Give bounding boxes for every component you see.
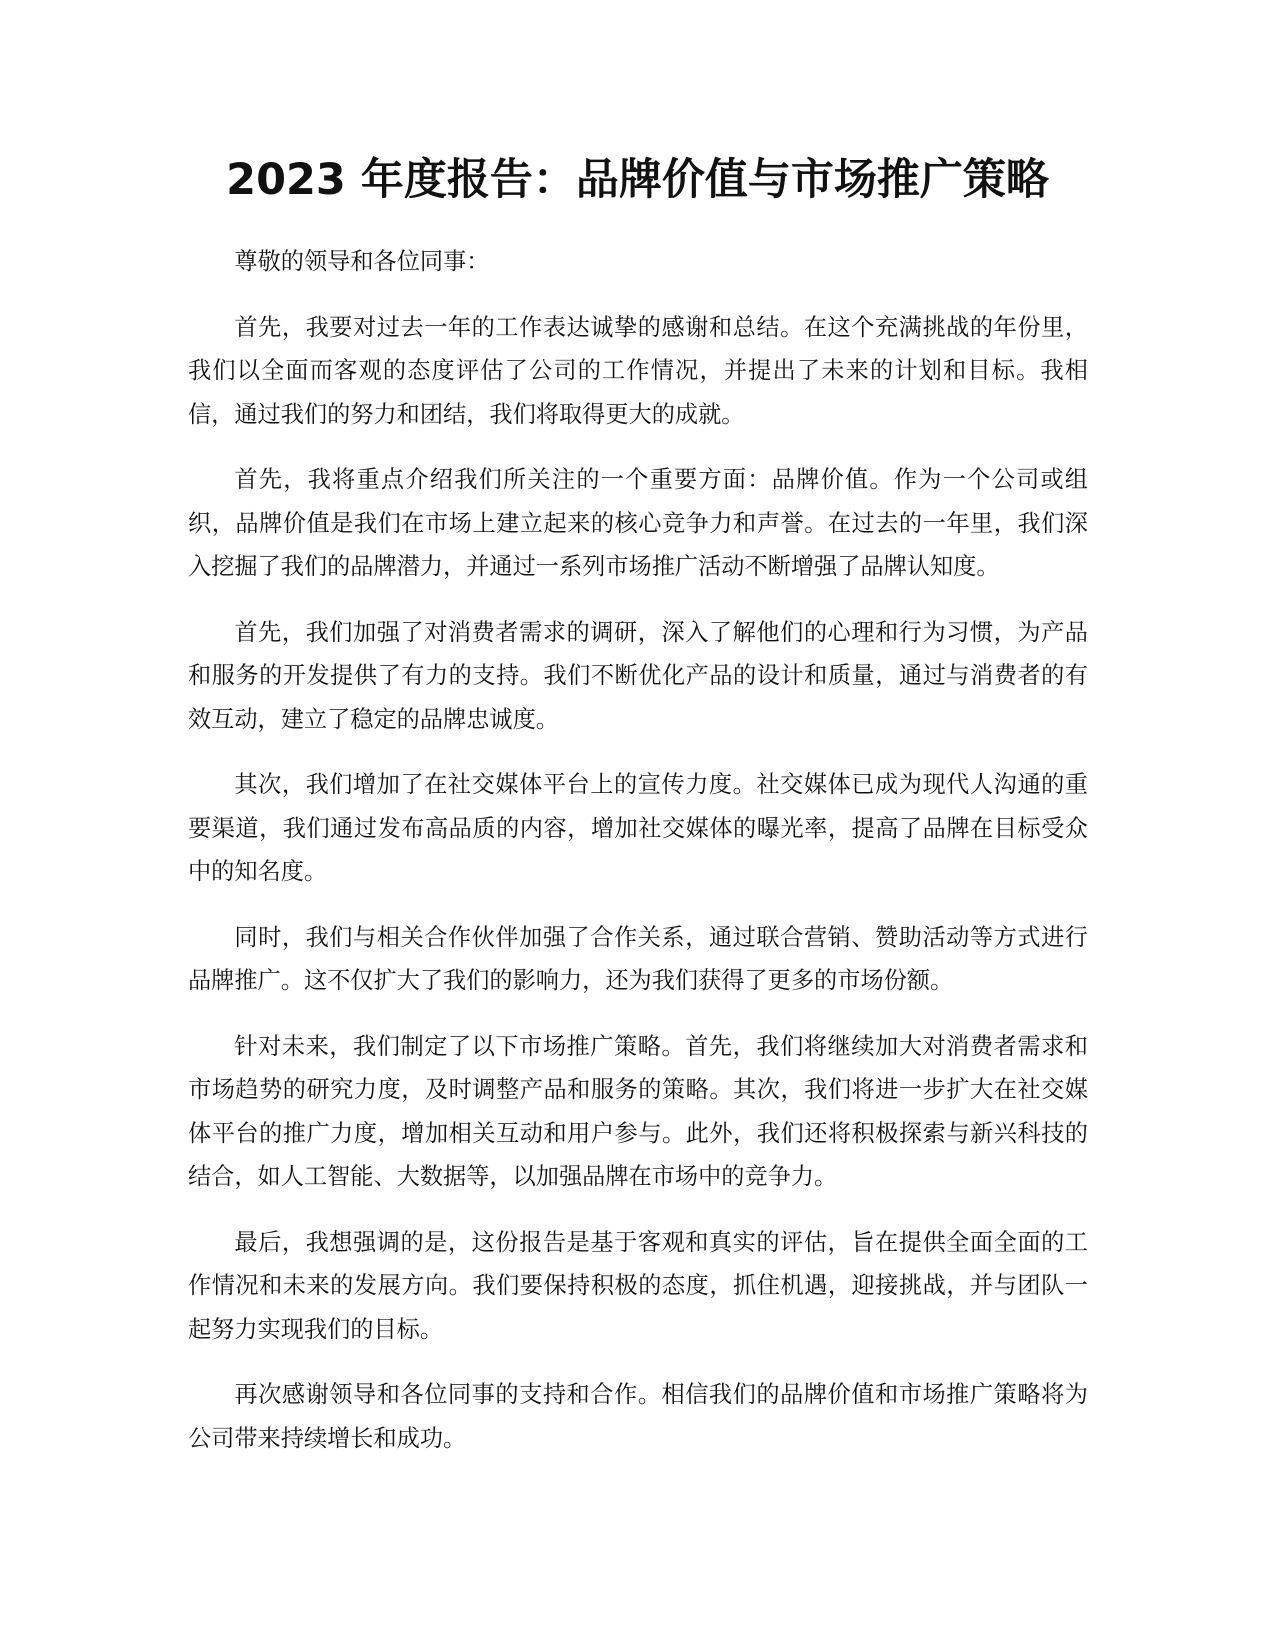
greeting: 尊敬的领导和各位同事： bbox=[234, 248, 490, 275]
document-title: 2023 年度报告：品牌价值与市场推广策略 bbox=[226, 155, 1049, 205]
document-body bbox=[188, 240, 1088, 1482]
paragraph-1: 首先，我要对过去一年的工作表达诚挚的感谢和总结。在这个充满挑战的年份里，我们以全面而客观的态度评估了公司的工作情况，并提出了未来的计划和目标。我相信，通过我们的努力和团结，我们将取得更大的成就。 bbox=[188, 313, 1088, 428]
paragraph-7: 最后，我想强调的是，这份报告是基于客观和真实的评估，旨在提供全面全面的工作情况和未来的发展方向。我们要保持积极的态度，抓住机遇，迎接挑战，并与团队一起努力实现我们的目标。 bbox=[188, 1228, 1088, 1343]
paragraph-8: 再次感谢领导和各位同事的支持和合作。相信我们的品牌价值和市场推广策略将为公司带来持续增长和成功。 bbox=[188, 1381, 1088, 1452]
paragraph-3: 首先，我们加强了对消费者需求的调研，深入了解他们的心理和行为习惯，为产品和服务的开发提供了有力的支持。我们不断优化产品的设计和质量，通过与消费者的有效互动，建立了稳定的品牌忠诚度。 bbox=[188, 618, 1088, 733]
paragraph-4: 其次，我们增加了在社交媒体平台上的宣传力度。社交媒体已成为现代人沟通的重要渠道，我们通过发布高品质的内容，增加社交媒体的曝光率，提高了品牌在目标受众中的知名度。 bbox=[188, 771, 1088, 885]
paragraph-5: 同时，我们与相关合作伙伴加强了合作关系，通过联合营销、赞助活动等方式进行品牌推广。这不仅扩大了我们的影响力，还为我们获得了更多的市场份额。 bbox=[188, 923, 1088, 994]
paragraph-2: 首先，我将重点介绍我们所关注的一个重要方面：品牌价值。作为一个公司或组织，品牌价值是我们在市场上建立起来的核心竞争力和声誉。在过去的一年里，我们深入挖掘了我们的品牌潜力，并通过一系列市场推广活动不断增强了品牌认知度。 bbox=[188, 466, 1088, 580]
paragraph-6: 针对未来，我们制定了以下市场推广策略。首先，我们将继续加大对消费者需求和市场趋势的研究力度，及时调整产品和服务的策略。其次，我们将进一步扩大在社交媒体平台的推广力度，增加相关互动和用户参与。此外，我们还将积极探索与新兴科技的结合，如人工智能、大数据等，以加强品牌在市场中的竞争力。 bbox=[188, 1032, 1088, 1190]
